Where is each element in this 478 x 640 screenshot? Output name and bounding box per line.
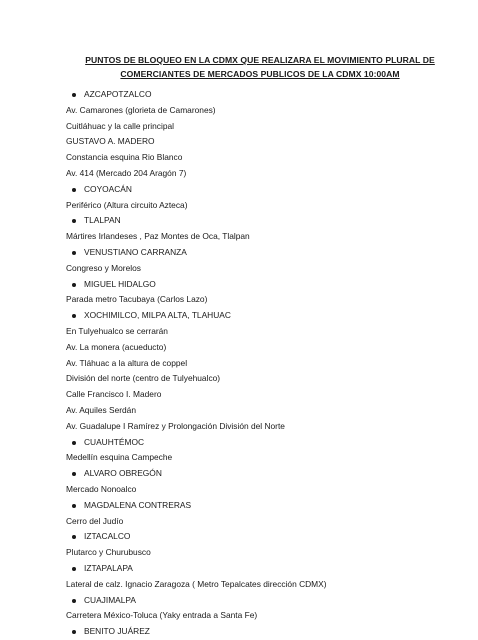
- location-line: [66, 261, 454, 277]
- line-text: Calle Francisco I. Madero: [66, 389, 162, 400]
- line-text: Av. Aquiles Serdán: [66, 404, 136, 415]
- line-text: VENUSTIANO CARRANZA: [84, 246, 187, 257]
- borough-heading: [66, 529, 454, 545]
- bullet-icon: [72, 535, 76, 539]
- bullet-icon: [72, 219, 76, 223]
- line-text: ALVARO OBREGÓN: [84, 468, 162, 479]
- blockade-list: [66, 87, 454, 640]
- line-text: Mártires Irlandeses , Paz Montes de Oca, Tlalpan: [66, 231, 250, 242]
- line-text: AZCAPOTZALCO: [84, 89, 152, 99]
- location-line: [66, 292, 454, 308]
- location-line: [66, 514, 454, 530]
- line-text: MAGDALENA CONTRERAS: [84, 499, 192, 510]
- borough-heading: [66, 593, 454, 609]
- bullet-icon: [72, 567, 76, 571]
- borough-heading: [66, 624, 454, 640]
- line-text: Carretera México-Toluca (Yaky entrada a Santa Fe): [66, 610, 258, 621]
- line-text: Lateral de calz. Ignacio Zaragoza ( Metro Tepalcates dirección CDMX): [66, 578, 327, 589]
- document-title: [66, 53, 454, 81]
- line-text: Cuitláhuac y la calle principal: [66, 120, 174, 131]
- location-line: [66, 103, 454, 119]
- line-text: Constancia esquina Rio Blanco: [66, 152, 183, 163]
- bullet-icon: [72, 283, 76, 287]
- line-text: MIGUEL HIDALGO: [84, 278, 156, 289]
- borough-heading: [66, 182, 454, 198]
- title-line-1: PUNTOS DE BLOQUEO EN LA CDMX QUE REALIZARA EL MOVIMIENTO PLURAL DE: [85, 55, 435, 65]
- line-text: CUAJIMALPA: [84, 594, 136, 605]
- line-text: Medellín esquina Campeche: [66, 452, 173, 463]
- line-text: Parada metro Tacubaya (Carlos Lazo): [66, 294, 208, 305]
- bullet-icon: [72, 314, 76, 318]
- location-line: [66, 545, 454, 561]
- location-line: [66, 166, 454, 182]
- borough-heading: [66, 498, 454, 514]
- borough-heading: [66, 245, 454, 261]
- bullet-icon: [72, 251, 76, 255]
- line-text: Cerro del Judío: [66, 515, 124, 526]
- line-text: Periférico (Altura circuito Azteca): [66, 199, 188, 210]
- borough-heading: [66, 277, 454, 293]
- line-text: Av. 414 (Mercado 204 Aragón 7): [66, 167, 187, 178]
- bullet-icon: [72, 441, 76, 445]
- bullet-icon: [72, 93, 76, 97]
- location-line: [66, 119, 454, 135]
- borough-heading: [66, 435, 454, 451]
- line-text: Av. Camarones (glorieta de Camarones): [66, 104, 216, 115]
- line-text: En Tulyehualco se cerrarán: [66, 325, 168, 336]
- location-line: [66, 134, 454, 150]
- location-line: [66, 608, 454, 624]
- borough-heading: [66, 308, 454, 324]
- line-text: TLALPAN: [84, 215, 121, 226]
- line-text: Av. La monera (acueducto): [66, 341, 167, 352]
- location-line: [66, 229, 454, 245]
- bullet-icon: [72, 188, 76, 192]
- line-text: BENITO JUÁREZ: [84, 626, 150, 637]
- bullet-icon: [72, 504, 76, 508]
- location-line: [66, 371, 454, 387]
- line-text: COYOACÁN: [84, 183, 132, 194]
- location-line: [66, 340, 454, 356]
- location-line: [66, 419, 454, 435]
- line-text: Mercado Nonoalco: [66, 483, 137, 494]
- line-text: XOCHIMILCO, MILPA ALTA, TLAHUAC: [84, 310, 231, 321]
- bullet-icon: [72, 599, 76, 603]
- line-text: IZTAPALAPA: [84, 562, 133, 573]
- borough-heading: [66, 213, 454, 229]
- line-text: Av. Guadalupe I Ramírez y Prolongación División del Norte: [66, 420, 285, 431]
- title-line-2: COMERCIANTES DE MERCADOS PUBLICOS DE LA CDMX 10:00AM: [120, 69, 400, 79]
- location-line: [66, 450, 454, 466]
- location-line: [66, 198, 454, 214]
- line-text: GUSTAVO A. MADERO: [66, 136, 155, 147]
- line-text: Av. Tláhuac a la altura de coppel: [66, 357, 188, 368]
- line-text: División del norte (centro de Tulyehualco): [66, 373, 221, 384]
- location-line: [66, 324, 454, 340]
- location-line: [66, 150, 454, 166]
- borough-heading: [66, 87, 454, 103]
- location-line: [66, 403, 454, 419]
- bullet-icon: [72, 472, 76, 476]
- line-text: IZTACALCO: [84, 531, 131, 542]
- line-text: CUAUHTÉMOC: [84, 436, 145, 447]
- borough-heading: [66, 561, 454, 577]
- location-line: [66, 577, 454, 593]
- location-line: [66, 482, 454, 498]
- line-text: Plutarco y Churubusco: [66, 547, 151, 558]
- location-line: [66, 387, 454, 403]
- location-line: [66, 356, 454, 372]
- bullet-icon: [72, 630, 76, 634]
- line-text: Congreso y Morelos: [66, 262, 141, 273]
- borough-heading: [66, 466, 454, 482]
